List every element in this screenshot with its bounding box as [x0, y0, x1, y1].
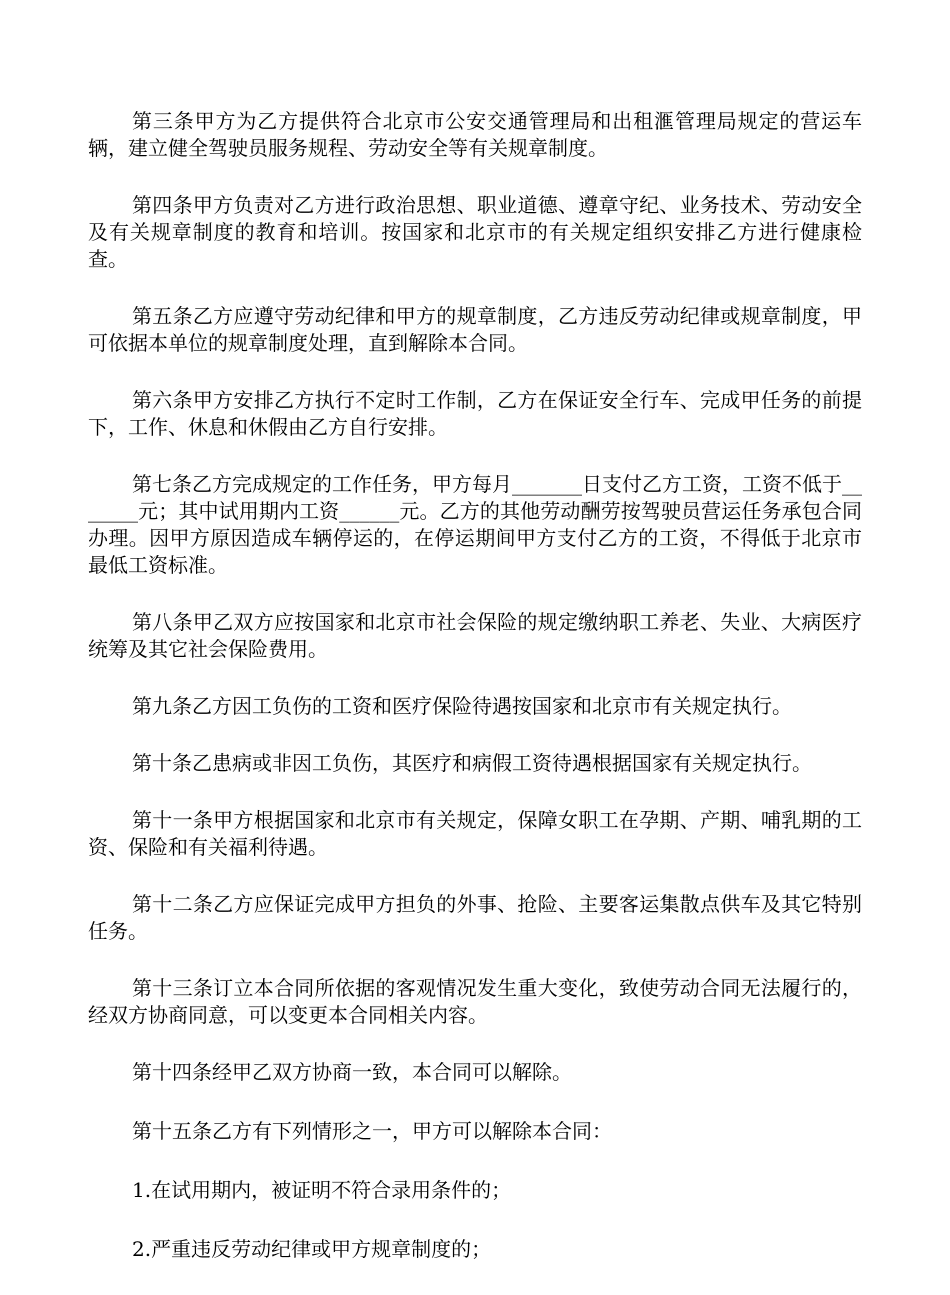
article-7-paragraph: 第七条乙方完成规定的工作任务，甲方每月_______日支付乙方工资，工资不低于_______元；其中试用期内工资______元。乙方的其他劳动酬劳按驾驶员营运任务承包合同办理。因甲方原因造成车辆停运的，在停运期间甲方支付乙方的工资，不得低于北京市最低工资标准。: [88, 472, 862, 577]
article-15-paragraph: 第十五条乙方有下列情形之一，甲方可以解除本合同：: [132, 1119, 612, 1143]
article-11-paragraph: 第十一条甲方根据国家和北京市有关规定，保障女职工在孕期、产期、哺乳期的工资、保险和有关福利待遇。: [88, 808, 862, 859]
article-4-paragraph: 第四条甲方负责对乙方进行政治思想、职业道德、遵章守纪、业务技术、劳动安全及有关规章制度的教育和培训。按国家和北京市的有关规定组织安排乙方进行健康检查。: [88, 193, 862, 271]
article-13-paragraph: 第十三条订立本合同所依据的客观情况发生重大变化，致使劳动合同无法履行的，经双方协商同意，可以变更本合同相关内容。: [88, 976, 862, 1027]
article-8-paragraph: 第八条甲乙双方应按国家和北京市社会保险的规定缴纳职工养老、失业、大病医疗统筹及其它社会保险费用。: [88, 610, 862, 661]
list-item-1: 1.在试用期内，被证明不符合录用条件的；: [132, 1178, 512, 1202]
article-12-paragraph: 第十二条乙方应保证完成甲方担负的外事、抢险、主要客运集散点供车及其它特别任务。: [88, 892, 862, 943]
document-body: [88, 108, 862, 1295]
article-14-paragraph: 第十四条经甲乙双方协商一致，本合同可以解除。: [132, 1060, 572, 1084]
article-10-paragraph: 第十条乙患病或非因工负伤，其医疗和病假工资待遇根据国家有关规定执行。: [132, 751, 812, 775]
article-6-paragraph: 第六条甲方安排乙方执行不定时工作制，乙方在保证安全行车、完成甲任务的前提下，工作、休息和休假由乙方自行安排。: [88, 388, 862, 439]
article-9-paragraph: 第九条乙方因工负伤的工资和医疗保险待遇按国家和北京市有关规定执行。: [132, 694, 792, 718]
list-item-2: 2.严重违反劳动纪律或甲方规章制度的；: [132, 1237, 492, 1261]
article-5-paragraph: 第五条乙方应遵守劳动纪律和甲方的规章制度，乙方违反劳动纪律或规章制度，甲可依据本单位的规章制度处理，直到解除本合同。: [88, 304, 862, 355]
article-3-paragraph: 第三条甲方为乙方提供符合北京市公安交通管理局和出租滙管理局规定的营运车辆，建立健全驾驶员服务规程、劳动安全等有关规章制度。: [88, 109, 862, 160]
